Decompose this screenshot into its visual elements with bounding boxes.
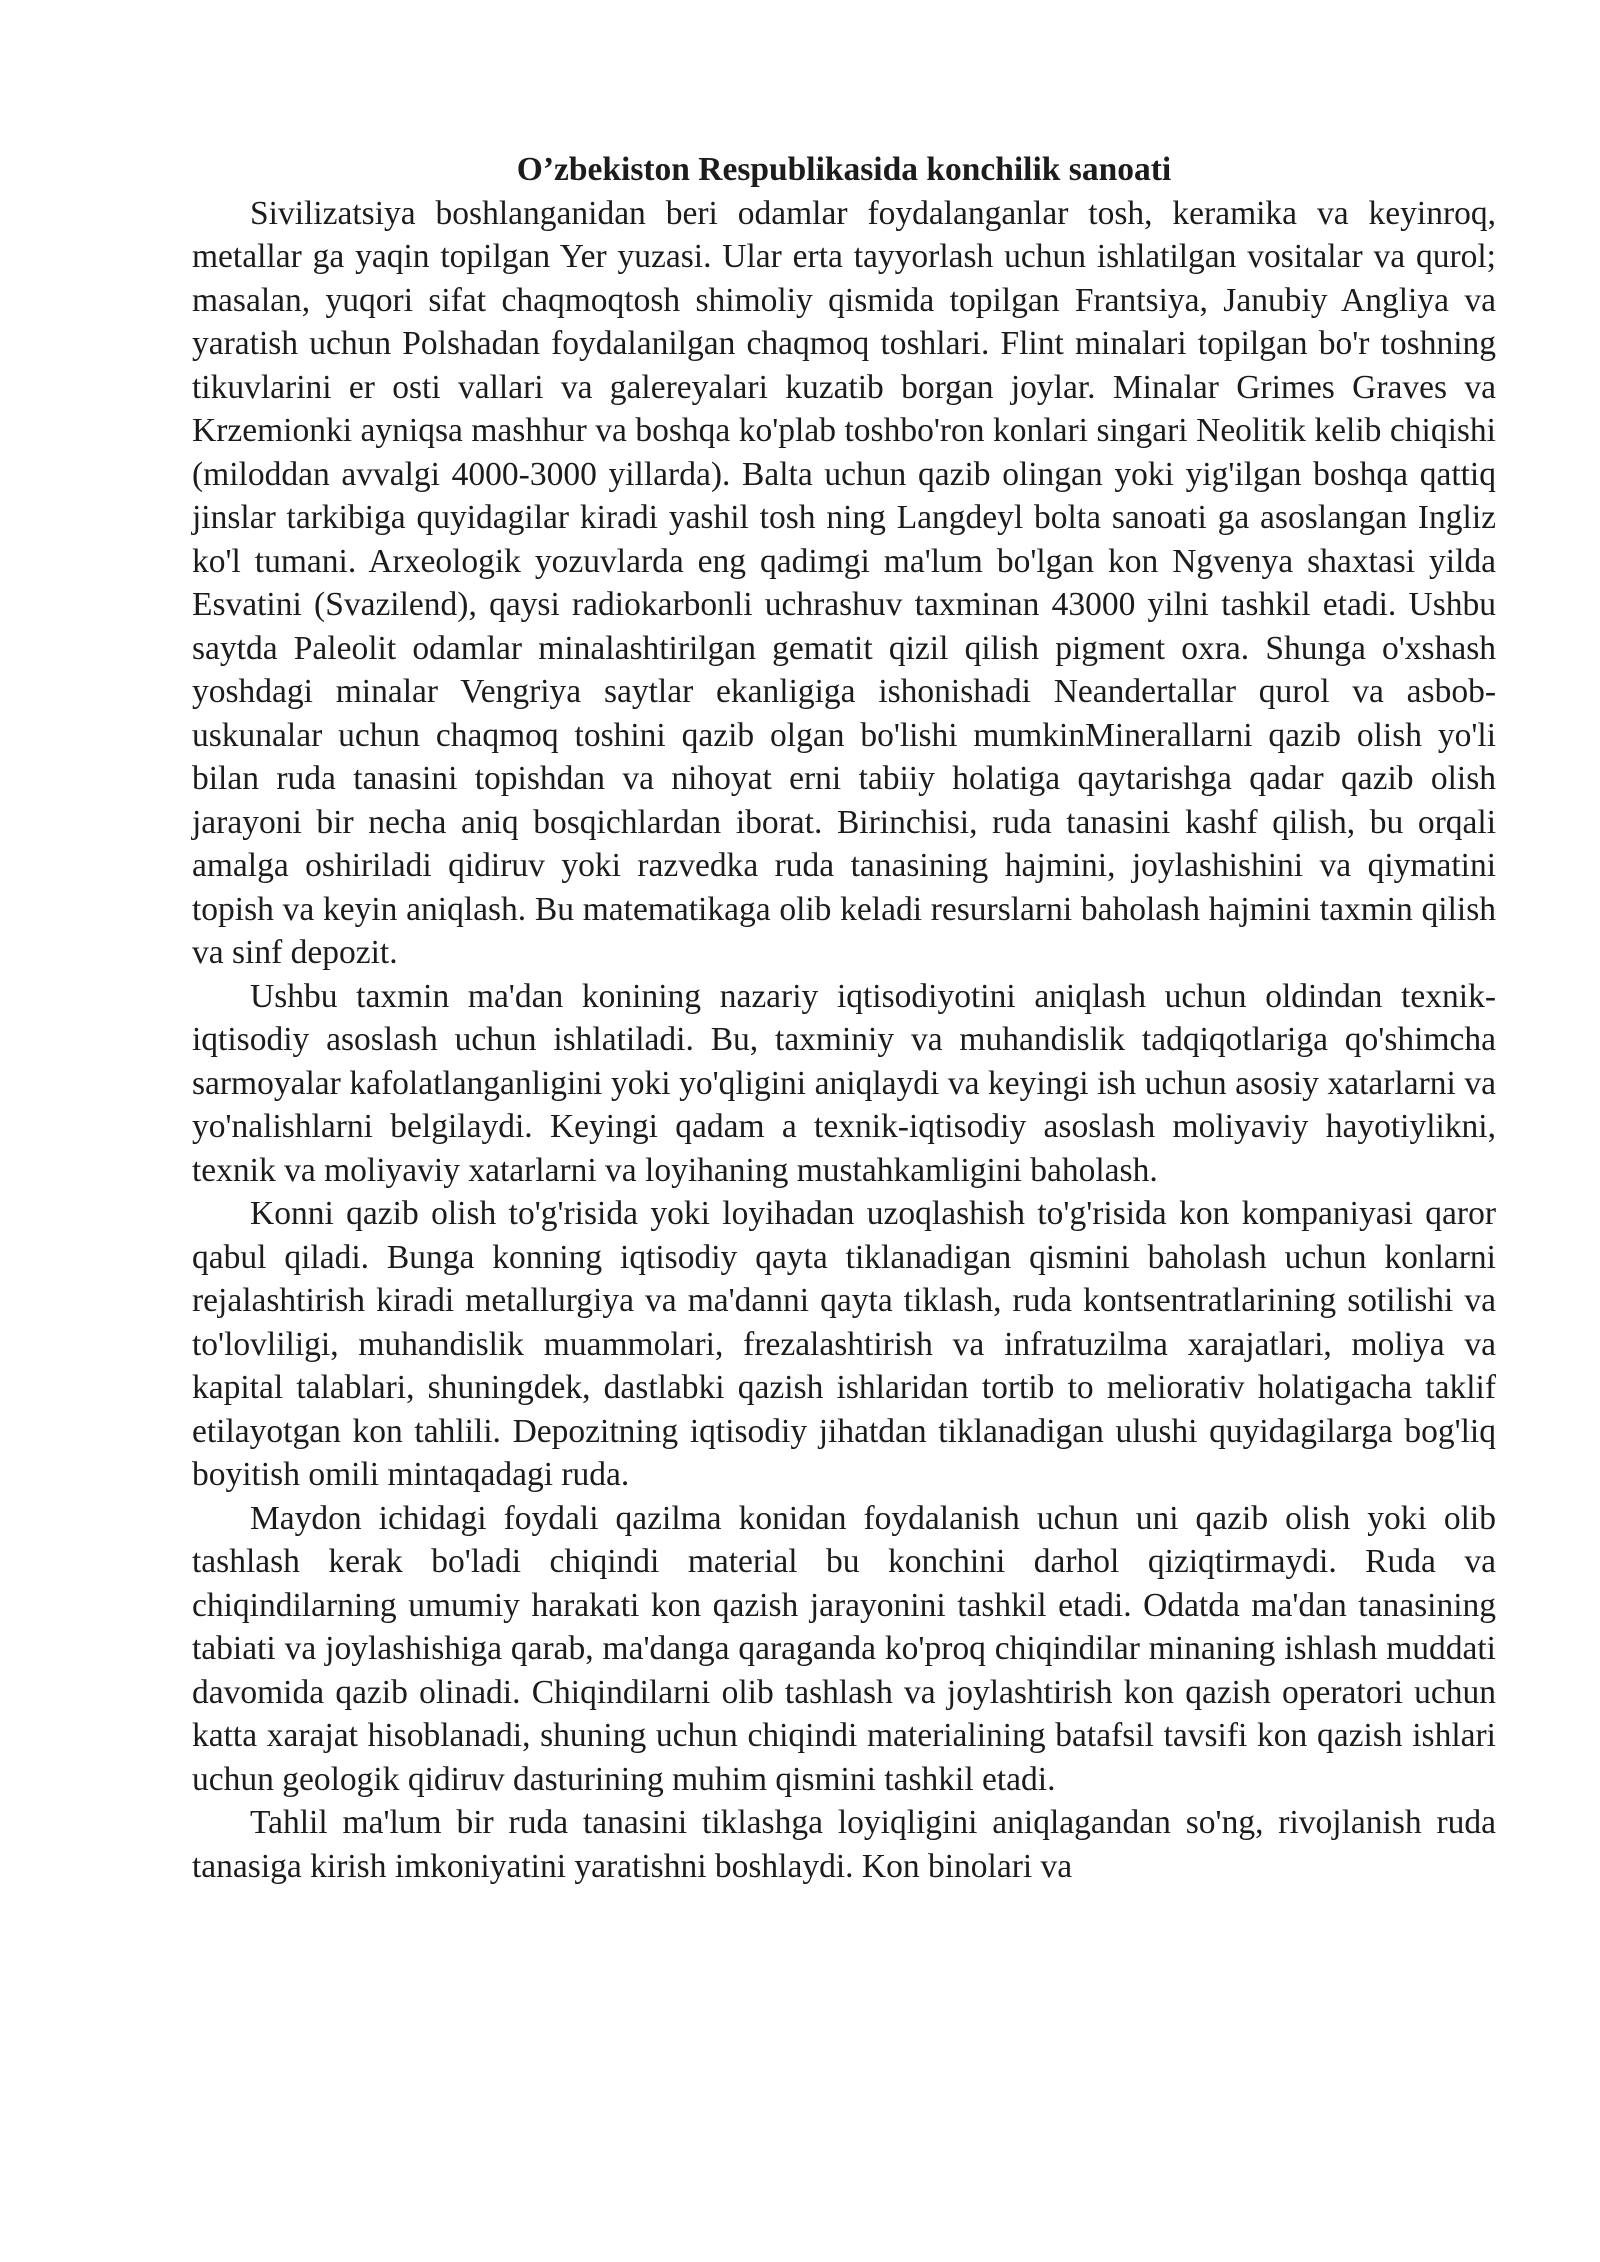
paragraph-1: Sivilizatsiya boshlanganidan beri odamlar foydalanganlar tosh, keramika va keyinroq, metallar ga yaqin topilgan Yer yuzasi. Ular erta tayyorlash uchun ishlatilgan vositalar va qurol; masalan, yuqori sifat chaqmoqtosh shimoliy qismida topilgan Frantsiya, Janubiy Angliya va yaratish uchun Polshadan foydalanilgan chaqmoq toshlari. Flint minalari topilgan bo'r toshning tikuvlarini er osti vallari va galereyalari kuzatib borgan joylar. Minalar Grimes Graves va Krzemionki ayniqsa mashhur va boshqa ko'plab toshbo'ron konlari singari Neolitik kelib chiqishi (miloddan avvalgi 4000-3000 yillarda). Balta uchun qazib olingan yoki yig'ilgan boshqa qattiq jinslar tarkibiga quyidagilar kiradi yashil tosh ning Langdeyl bolta sanoati ga asoslangan Ingliz ko'l tumani. Arxeologik yozuvlarda eng qadimgi ma'lum bo'lgan kon Ngvenya shaxtasi yilda Esvatini (Svazilend), qaysi radiokarbonli uchrashuv taxminan 43000 yilni tashkil etadi. Ushbu saytda Paleolit odamlar minalashtirilgan gematit qizil qilish pigment oxra. Shunga o'xshash yoshdagi minalar Vengriya saytlar ekanligiga ishonishadi Neandertallar qurol va asbob-uskunalar uchun chaqmoq toshini qazib olgan bo'lishi mumkinMinerallarni qazib olish yo'li bilan ruda tanasini topishdan va nihoyat erni tabiiy holatiga qaytarishga qadar qazib olish jarayoni bir necha aniq bosqichlardan iborat. Birinchisi, ruda tanasini kashf qilish, bu orqali amalga oshiriladi qidiruv yoki razvedka ruda tanasining hajmini, joylashishini va qiymatini topish va keyin aniqlash. Bu matematikaga olib keladi resurslarni baholash hajmini taxmin qilish va sinf depozit. <box>192 194 1496 971</box>
document-title: O’zbekiston Respublikasida konchilik sanoati <box>516 151 1172 188</box>
paragraph-4: Maydon ichidagi foydali qazilma konidan foydalanish uchun uni qazib olish yoki olib tashlash kerak bo'ladi chiqindi material bu konchini darhol qiziqtirmaydi. Ruda va chiqindilarning umumiy harakati kon qazish jarayonini tashkil etadi. Odatda ma'dan tanasining tabiati va joylashishiga qarab, ma'danga qaraganda ko'proq chiqindilar minaning ishlash muddati davomida qazib olinadi. Chiqindilarni olib tashlash va joylashtirish kon qazish operatori uchun katta xarajat hisoblanadi, shuning uchun chiqindi materialining batafsil tavsifi kon qazish ishlari uchun geologik qidiruv dasturining muhim qismini tashkil etadi. <box>192 1499 1496 1798</box>
paragraph-3: Konni qazib olish to'g'risida yoki loyihadan uzoqlashish to'g'risida kon kompaniyasi qaror qabul qiladi. Bunga konning iqtisodiy qayta tiklanadigan qismini baholash uchun konlarni rejalashtirish kiradi metallurgiya va ma'danni qayta tiklash, ruda kontsentratlarining sotilishi va to'lovliligi, muhandislik muammolari, frezalashtirish va infratuzilma xarajatlari, moliya va kapital talablari, shuningdek, dastlabki qazish ishlaridan tortib to meliorativ holatigacha taklif etilayotgan kon tahlili. Depozitning iqtisodiy jihatdan tiklanadigan ulushi quyidagilarga bog'liq boyitish omili mintaqadagi ruda. <box>192 1195 1496 1493</box>
paragraph-5: Tahlil ma'lum bir ruda tanasini tiklashga loyiqligini aniqlagandan so'ng, rivojlanish ruda tanasiga kirish imkoniyatini yaratishni boshlaydi. Kon binolari va <box>192 1804 1496 1885</box>
document-page <box>192 148 1496 1888</box>
paragraph-2: Ushbu taxmin ma'dan konining nazariy iqtisodiyotini aniqlash uchun oldindan texnik-iqtisodiy asoslash uchun ishlatiladi. Bu, taxminiy va muhandislik tadqiqotlariga qo'shimcha sarmoyalar kafolatlanganligini yoki yo'qligini aniqlaydi va keyingi ish uchun asosiy xatarlarni va yo'nalishlarni belgilaydi. Keyingi qadam a texnik-iqtisodiy asoslash moliyaviy hayotiylikni, texnik va moliyaviy xatarlarni va loyihaning mustahkamligini baholash. <box>192 977 1496 1189</box>
